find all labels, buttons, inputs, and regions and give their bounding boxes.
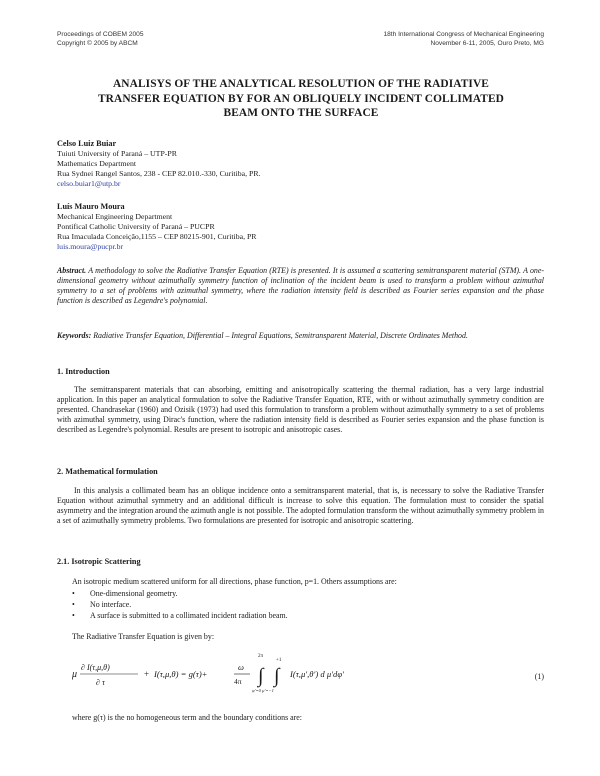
bullet-glyph: • (72, 589, 75, 598)
assumption-list (72, 588, 288, 621)
list-item: • A surface is submitted to a collimated incident radiation beam. (72, 611, 288, 620)
title-line-2: TRANSFER EQUATION BY FOR AN OBLIQUELY INCIDENT COLLIMATED (97, 92, 505, 105)
eq-omega: ω (238, 663, 244, 672)
eq-derivative-numerator: ∂ I(τ,μ,θ) (81, 663, 110, 672)
section-heading-mathematical-formulation: 2. Mathematical formulation (57, 467, 158, 476)
keywords-text: Radiative Transfer Equation, Differential – Integral Equations, Semitransparent Material, Discrete Ordinates Method. (93, 331, 468, 340)
abstract-label: Abstract. (57, 266, 87, 275)
section-heading-introduction: 1. Introduction (57, 367, 110, 376)
eq-upper-limit-outer: 2π (258, 654, 264, 659)
equation-number: (1) (534, 672, 544, 681)
eq-plus: + (144, 669, 150, 679)
eq-integral-outer: ∫ (258, 665, 264, 687)
bullet-glyph: • (72, 600, 75, 609)
author-name: Luís Mauro Moura (57, 202, 125, 211)
formulation-paragraph: In this analysis a collimated beam has an oblique incidence onto a semitransparent material, that is, is necessary to solve the Radiative Transfer Equation without azimuthal symmetry and an additional difficult is increase to solve this equation. The formulation must to consider the spatial asymmetry and the integration around the azimuth angle is not possible. The adopted formulation transform the without azimuthally symmetry problem in a set of azimuthally symmetry problems. Two formulations are presented for isotropic and anisotropic scattering. (57, 486, 544, 525)
author-department: Mathematics Department (57, 159, 137, 168)
eq-mu: μ (72, 669, 78, 680)
eq-derivative-denominator: ∂ τ (96, 678, 105, 687)
title-line-3: BEAM ONTO THE SURFACE (223, 107, 379, 120)
isotropic-intro: An isotropic medium scattered uniform for all directions, phase function, p=1. Others assumptions are: (72, 577, 397, 586)
list-item: • One-dimensional geometry. (72, 589, 178, 598)
title-line-1: ANALISYS OF THE ANALYTICAL RESOLUTION OF THE RADIATIVE (112, 78, 489, 90)
keywords-label: Keywords: (57, 331, 92, 340)
author-address: Rua Imaculada Conceição,1155 – CEP 80215-901, Curitiba, PR (57, 232, 257, 241)
keywords (57, 331, 544, 341)
copyright-line: Copyright © 2005 by ABCM (57, 40, 138, 47)
introduction-paragraph: The semitransparent materials that can absorbing, emitting and anisotropically scattering the thermal radiation, has a very large industrial application. In this paper an analytical formulation to solve the Radiative Transfer Equation, RTE, with or without azimuthally symmetry condition are presented. Chandrasekar (1960) and Ozisik (1973) had used this formulation to transform a problem without azimuthally symmetry to a set of problems with azimuthal symmetry, using Dirac's function, where the radiation intensity field is described as Fourier series expansion and the phase function is described as Legendre's polynomial. Results are present to isotropic and anisotropic cases. (57, 385, 544, 434)
boundary-intro: where g(τ) is the no homogeneous term and the boundary conditions are: (72, 713, 302, 722)
subsection-heading-isotropic-scattering: 2.1. Isotropic Scattering (57, 557, 141, 566)
rte-intro: The Radiative Transfer Equation is given by: (72, 632, 215, 641)
list-item: • No interface. (72, 600, 132, 609)
eq-upper-limit-inner: +1 (276, 658, 282, 663)
eq-integrand: I(τ,μ′,θ′) d μ′dφ′ (290, 669, 344, 679)
eq-term: I(τ,μ,θ) = g(τ)+ (154, 669, 208, 679)
abstract-text: A methodology to solve the Radiative Transfer Equation (RTE) is presented. It is assumed a scattering semitransparent material (STM). A one-dimensional geometry without azimuthally symmetry function of inclination of the incident beam is used to transform a problem without azimuthal symmetry to a set of problems with azimuthal symmetry, where the radiation intensity field is described as Fourier series expansion and the phase function is described as Legendre's polynomial. (57, 266, 544, 305)
author-department: Mechanical Engineering Department (57, 212, 173, 221)
bullet-glyph: • (72, 611, 75, 620)
eq-four-pi: 4π (234, 677, 242, 686)
author-affiliation: Pontifical Catholic University of Paraná – PUCPR (57, 222, 215, 231)
author-name: Celso Luiz Buiar (57, 139, 117, 148)
eq-lower-limits: φ′=0 μ′=−1 (252, 688, 274, 693)
paper-title (57, 77, 545, 121)
eq-integral-inner: ∫ (274, 665, 280, 687)
running-header-right (383, 30, 544, 48)
radiative-transfer-equation (72, 650, 544, 694)
congress-line: 18th International Congress of Mechanical Engineering (383, 31, 544, 38)
running-header-left (57, 30, 144, 48)
author-email-link[interactable]: celso.buiar1@utp.br (57, 179, 121, 188)
author-block-2 (57, 202, 257, 252)
author-email-link[interactable]: luis.moura@pucpr.br (57, 242, 124, 251)
date-location-line: November 6-11, 2005, Ouro Preto, MG (430, 40, 544, 47)
author-address: Rua Sydnei Rangel Santos, 238 - CEP 82.010.-330, Curitiba, PR. (57, 169, 261, 178)
author-block-1 (57, 139, 261, 189)
abstract (57, 266, 544, 306)
proceedings-line: Proceedings of COBEM 2005 (57, 31, 144, 38)
author-affiliation: Tuiuti University of Paraná – UTP-PR (57, 149, 177, 158)
